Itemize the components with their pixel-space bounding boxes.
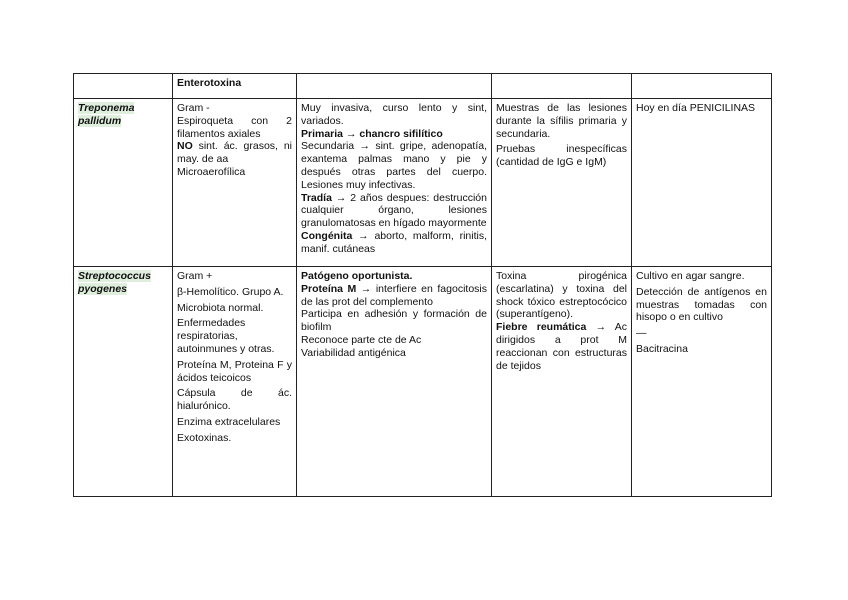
cell-line-text: Variabilidad antigénica	[301, 346, 406, 359]
organism-cell	[74, 267, 173, 497]
cell-line	[177, 387, 292, 413]
cell-line	[177, 270, 292, 283]
row-treponema	[74, 99, 772, 267]
diagnosis-cell	[632, 267, 772, 497]
organism-name	[78, 102, 168, 127]
cell-line-text: Microbiota normal.	[177, 301, 264, 314]
cell-line	[301, 192, 487, 230]
organism-species: pallidum	[78, 114, 122, 127]
cell-line	[177, 166, 292, 179]
cell-line	[301, 334, 487, 347]
cell-line	[496, 321, 627, 372]
cell-line-text: Hoy en día PENICILINAS	[636, 102, 756, 114]
cell-line	[496, 143, 627, 169]
cell-line-text: Enfermedades respiratorias, autoinmunes y otras.	[177, 317, 275, 355]
organism-cell	[74, 99, 173, 267]
organism-name	[78, 270, 168, 295]
cell-line	[177, 140, 292, 166]
cell-line	[301, 140, 487, 191]
cell-line-text: Gram +	[177, 270, 213, 282]
treatment-cell	[632, 99, 772, 267]
cell-line-text: Participa en adhesión y formación de biofilm	[301, 308, 487, 334]
characteristics-cell	[173, 267, 297, 497]
cell-line-text: Espiroqueta con 2 filamentos axiales	[177, 114, 292, 140]
header-cell-5	[632, 74, 772, 99]
cell-line-bold: Tradía	[301, 191, 332, 204]
header-cell-4	[492, 74, 632, 99]
toxins-cell	[492, 267, 632, 497]
cell-line	[636, 286, 767, 324]
cell-line	[301, 270, 487, 283]
row-streptococcus	[74, 267, 772, 497]
cell-line-bold: Fiebre reumática	[496, 321, 587, 334]
header-cell-enterotoxina	[173, 74, 297, 99]
cell-line-text: → Ac dirigidos a prot M reaccionan con estructuras de tejidos	[496, 321, 627, 372]
cell-line	[636, 270, 767, 283]
cell-line	[177, 432, 292, 445]
cell-line	[496, 270, 627, 321]
cell-line	[636, 327, 767, 340]
cell-line-bold: Proteína M	[301, 282, 357, 295]
cell-line-text: Pruebas inespecíficas (cantidad de IgG e IgM)	[496, 143, 627, 169]
cell-line	[636, 343, 767, 356]
cell-line-text: Cultivo en agar sangre.	[636, 270, 745, 282]
cell-line-text: sint. ác. grasos, ni may. de aa	[177, 140, 292, 166]
cell-line	[301, 230, 487, 256]
cell-line	[301, 283, 487, 309]
cell-line	[496, 102, 627, 140]
cell-line-text: Cápsula de ác. hialurónico.	[177, 387, 292, 413]
cell-line-text: → aborto, malform, rinitis, manif. cutáneas	[301, 229, 487, 255]
cell-line-text: Muestras de las lesiones durante la sífilis primaria y secundaria.	[496, 102, 627, 140]
cell-line-text: Reconoce parte cte de Ac	[301, 333, 422, 346]
pathogenesis-cell	[297, 99, 492, 267]
header-label: Enterotoxina	[177, 77, 242, 89]
cell-line	[177, 302, 292, 315]
cell-line	[177, 359, 292, 385]
header-cell-1	[74, 74, 173, 99]
cell-line-text: Enzima extracelulares	[177, 415, 281, 428]
organism-genus: Streptococcus	[78, 270, 151, 282]
cell-line	[177, 317, 292, 355]
cell-line-bold: Patógeno oportunista.	[301, 270, 413, 282]
cell-line-bold: NO	[177, 140, 193, 153]
pathogenesis-cell	[297, 267, 492, 497]
cell-line-text: Toxina pirogénica (escarlatina) y toxina del shock tóxico estreptocócico (superantígeno).	[496, 270, 627, 321]
header-row	[74, 74, 772, 99]
cell-line-bold: Primaria → chancro sifilítico	[301, 127, 443, 140]
cell-line-text: Bacitracina	[636, 342, 688, 355]
cell-line-text: → 2 años despues: destrucción cualquier órgano, lesiones granulomatosas en hígado mayormente	[301, 191, 487, 230]
cell-line	[177, 286, 292, 299]
cell-line-text: β-Hemolítico. Grupo A.	[177, 285, 284, 298]
cell-line-text: Exotoxinas.	[177, 431, 232, 444]
microbiology-table	[73, 73, 772, 497]
cell-line-bold: Congénita	[301, 229, 353, 242]
cell-line	[636, 102, 767, 115]
header-cell-3	[297, 74, 492, 99]
cell-line-text: → interfiere en fagocitosis de las prot del complemento	[301, 282, 487, 308]
cell-line-text: Muy invasiva, curso lento y sint, variados.	[301, 102, 487, 127]
cell-line-text: Gram -	[177, 102, 210, 114]
cell-line-text: Secundaria → sint. gripe, adenopatía, exantema palmas mano y pie y después otras partes del cuerpo. Lesiones muy infectivas.	[301, 140, 487, 191]
characteristics-cell	[173, 99, 297, 267]
cell-line	[301, 308, 487, 334]
cell-line	[301, 128, 487, 141]
cell-line	[301, 102, 487, 128]
cell-line-text: Microaerofílica	[177, 165, 246, 178]
cell-line-text: Proteína M, Proteina F y ácidos teicoicos	[177, 358, 292, 384]
cell-line	[177, 115, 292, 141]
cell-line	[301, 347, 487, 360]
cell-line	[177, 416, 292, 429]
cell-line-text: —	[636, 327, 647, 340]
diagnosis-cell	[492, 99, 632, 267]
organism-species: pyogenes	[78, 282, 128, 295]
cell-line	[177, 102, 292, 115]
cell-line-text: Detección de antígenos en muestras tomadas con hisopo o en cultivo	[636, 285, 767, 324]
organism-genus: Treponema	[78, 102, 135, 114]
